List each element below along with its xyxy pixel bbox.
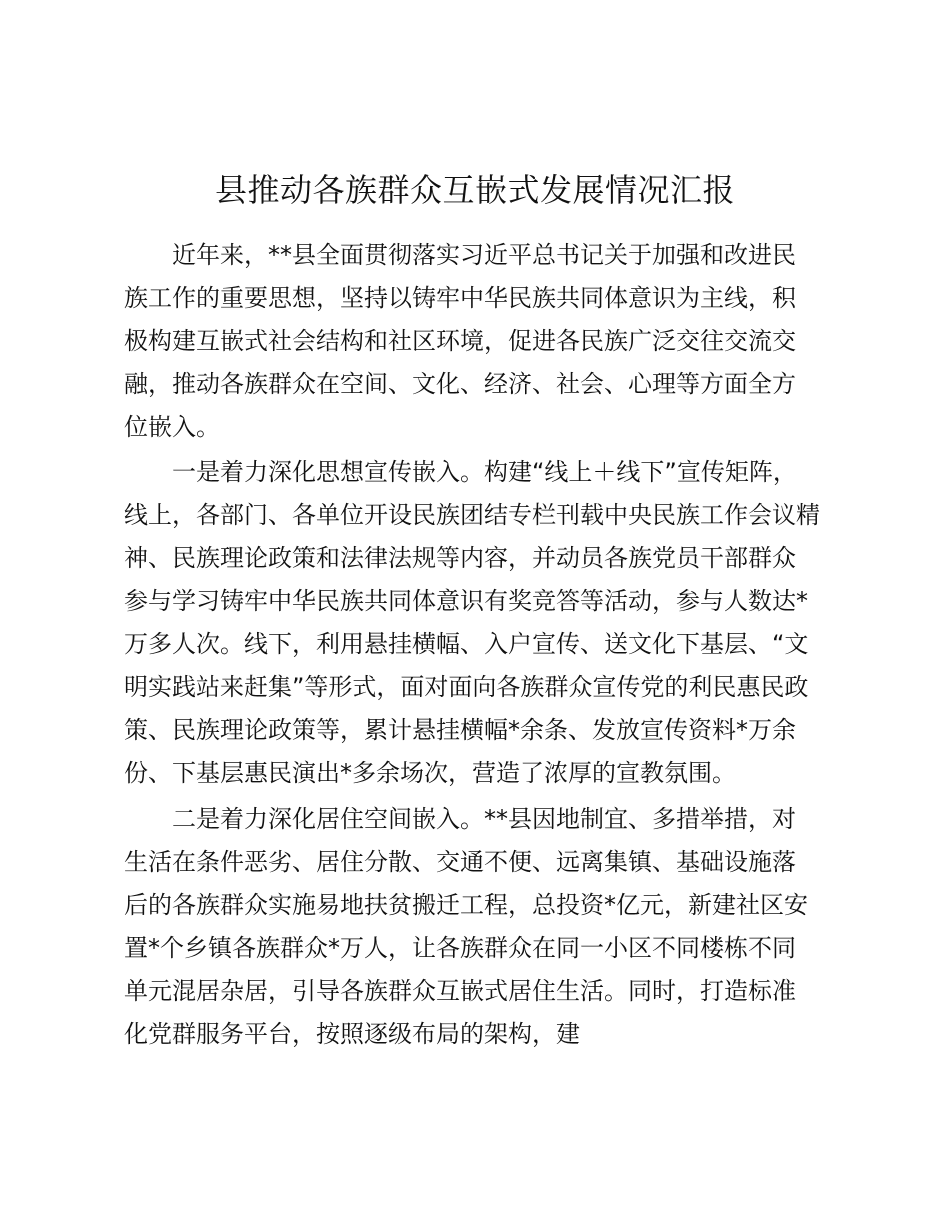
- paragraph-1-line-2: 族工作的重要思想，坚持以铸牢中华民族共同体意识为主线，积: [124, 284, 796, 312]
- paragraph-3-line-3: 后的各族群众实施易地扶贫搬迁工程，总投资*亿元，新建社区安: [124, 891, 808, 919]
- paragraph-1-line-1: 近年来，**县全面贯彻落实习近平总书记关于加强和改进民: [172, 241, 796, 269]
- paragraph-2-line-3: 神、民族理论政策和法律法规等内容，并动员各族党员干部群众: [124, 544, 796, 572]
- paragraph-2-line-5: 万多人次。线下，利用悬挂横幅、入户宣传、送文化下基层、“文: [124, 630, 809, 658]
- paragraph-2-line-4: 参与学习铸牢中华民族共同体意识有奖竞答等活动，参与人数达*: [124, 587, 808, 615]
- paragraph-3-line-6: 化党群服务平台，按照逐级布局的架构，建: [124, 1020, 580, 1048]
- paragraph-2-line-8: 份、下基层惠民演出*多余场次，营造了浓厚的宣教氛围。: [124, 759, 736, 787]
- paragraph-3-line-4: 置*个乡镇各族群众*万人，让各族群众在同一小区不同楼栋不同: [124, 934, 796, 962]
- paragraph-2-line-6: 明实践站来赶集”等形式，面对面向各族群众宣传党的利民惠民政: [124, 673, 809, 701]
- paragraph-3-line-1: 二是着力深化居住空间嵌入。**县因地制宜、多措举措，对: [172, 805, 796, 833]
- paragraph-2-line-7: 策、民族理论政策等，累计悬挂横幅*余条、发放宣传资料*万余: [124, 716, 796, 744]
- paragraph-1-line-4: 融，推动各族群众在空间、文化、经济、社会、心理等方面全方: [124, 370, 796, 398]
- paragraph-3-line-2: 生活在条件恶劣、居住分散、交通不便、远离集镇、基础设施落: [124, 848, 796, 876]
- document-title: 县推动各族群众互嵌式发展情况汇报: [214, 171, 735, 209]
- paragraph-2-line-1: 一是着力深化思想宣传嵌入。构建“线上＋线下”宣传矩阵，: [172, 458, 797, 486]
- paragraph-3-line-5: 单元混居杂居，引导各族群众互嵌式居住生活。同时，打造标准: [124, 977, 796, 1005]
- paragraph-1-line-5: 位嵌入。: [124, 413, 220, 441]
- paragraph-2-line-2: 线上，各部门、各单位开设民族团结专栏刊载中央民族工作会议精: [124, 501, 820, 529]
- paragraph-1-line-3: 极构建互嵌式社会结构和社区环境，促进各民族广泛交往交流交: [124, 327, 796, 355]
